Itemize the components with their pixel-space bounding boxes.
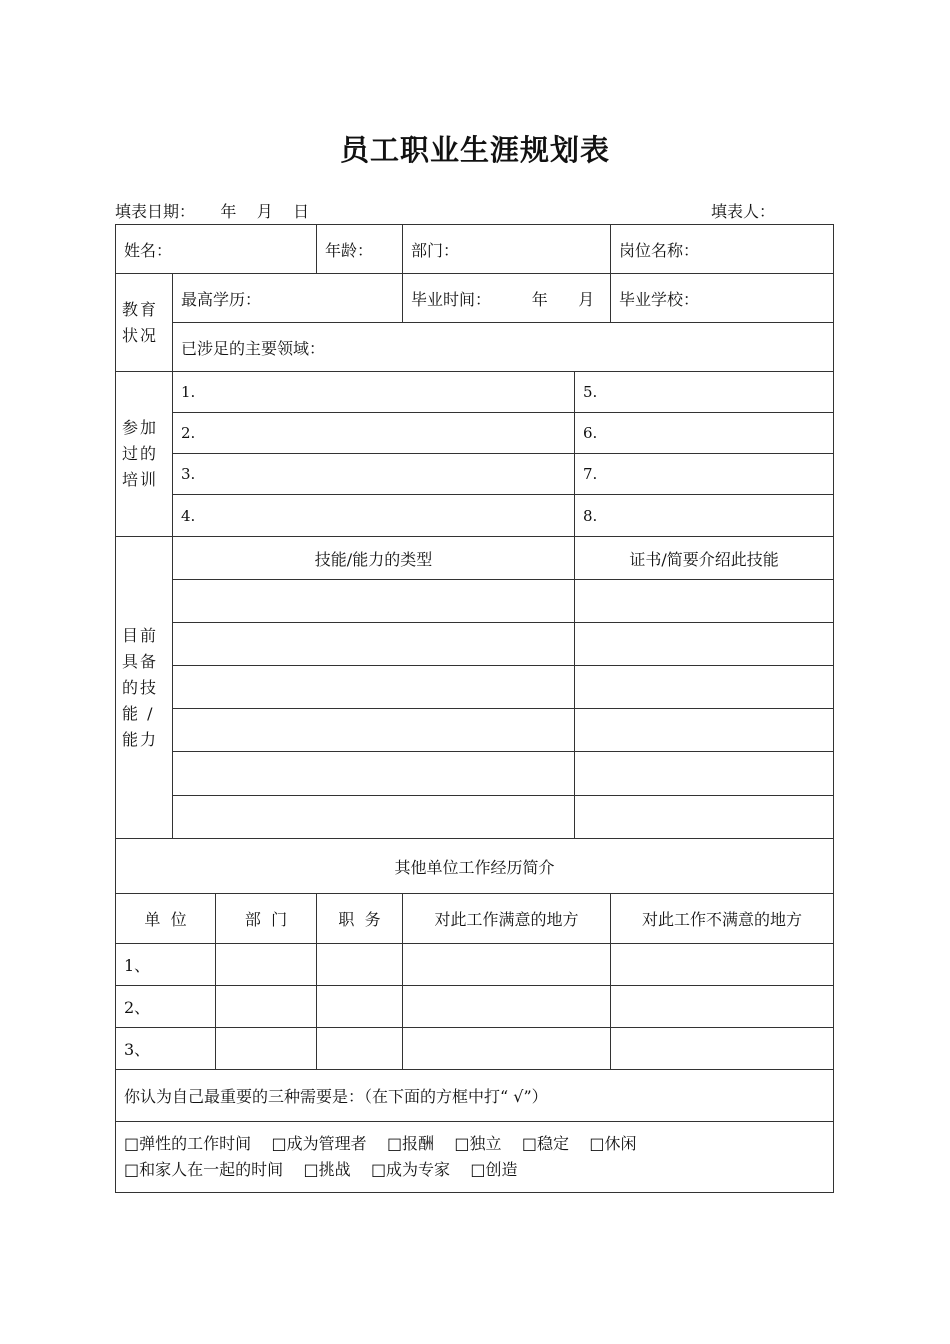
training-row <box>116 372 834 413</box>
duty-header: 职 务 <box>317 894 403 944</box>
training-item[interactable]: 2. <box>173 413 575 454</box>
needs-options <box>116 1122 834 1193</box>
training-item[interactable]: 4. <box>173 495 575 537</box>
experience-row <box>116 944 834 986</box>
experience-heading: 其他单位工作经历简介 <box>116 839 834 894</box>
training-item[interactable]: 5. <box>575 372 834 413</box>
skills-cert-header: 证书/简要介绍此技能 <box>575 537 834 580</box>
need-option-checkbox[interactable]: □创造 <box>470 1160 518 1179</box>
skill-type-cell[interactable] <box>173 666 575 709</box>
need-option-checkbox[interactable]: □弹性的工作时间 <box>124 1134 252 1153</box>
career-plan-table <box>115 224 834 1193</box>
training-item[interactable]: 8. <box>575 495 834 537</box>
position-field[interactable]: 岗位名称： <box>611 225 834 274</box>
form-meta <box>115 199 833 223</box>
fields-field[interactable]: 已涉足的主要领域： <box>173 323 834 372</box>
skills-row <box>116 709 834 752</box>
needs-question-row <box>116 1070 834 1122</box>
skill-type-cell[interactable] <box>173 580 575 623</box>
skill-cert-cell[interactable] <box>575 666 834 709</box>
needs-options-row <box>116 1122 834 1193</box>
experience-duty-cell[interactable] <box>317 944 403 986</box>
needs-question: 你认为自己最重要的三种需要是：（在下面的方框中打“ √”） <box>116 1070 834 1122</box>
form-title: 员工职业生涯规划表 <box>339 133 610 167</box>
skill-type-cell[interactable] <box>173 623 575 666</box>
education-row <box>116 274 834 323</box>
experience-dept-cell[interactable] <box>216 1028 317 1070</box>
satisfied-header: 对此工作满意的地方 <box>403 894 611 944</box>
dept-header: 部 门 <box>216 894 317 944</box>
age-field[interactable]: 年龄： <box>317 225 403 274</box>
experience-satisfied-cell[interactable] <box>403 944 611 986</box>
training-side-label: 参加过的培训 <box>116 372 173 537</box>
need-option-checkbox[interactable]: □休闲 <box>589 1134 637 1153</box>
school-field[interactable]: 毕业学校： <box>611 274 834 323</box>
skills-header-row <box>116 537 834 580</box>
skills-row <box>116 623 834 666</box>
fill-date-label: 填表日期： 年 月 日 <box>115 202 310 221</box>
experience-header-row <box>116 894 834 944</box>
unit-header: 单 位 <box>116 894 216 944</box>
skills-row <box>116 752 834 796</box>
experience-unit-cell[interactable]: 3、 <box>116 1028 216 1070</box>
skills-row <box>116 580 834 623</box>
skill-type-cell[interactable] <box>173 709 575 752</box>
filler-label: 填表人： <box>710 202 775 221</box>
training-row <box>116 495 834 537</box>
training-row <box>116 413 834 454</box>
skills-row <box>116 666 834 709</box>
training-row <box>116 454 834 495</box>
skill-type-cell[interactable] <box>173 796 575 839</box>
experience-dept-cell[interactable] <box>216 986 317 1028</box>
need-option-checkbox[interactable]: □独立 <box>454 1134 502 1153</box>
grad-time-field[interactable]: 毕业时间： 年 月 <box>403 274 611 323</box>
name-field[interactable]: 姓名： <box>116 225 317 274</box>
skills-row <box>116 796 834 839</box>
skills-side-label: 目前具备的技能 / 能力 <box>116 537 173 839</box>
need-option-checkbox[interactable]: □挑战 <box>303 1160 351 1179</box>
experience-row <box>116 986 834 1028</box>
need-option-checkbox[interactable]: □稳定 <box>521 1134 569 1153</box>
experience-duty-cell[interactable] <box>317 1028 403 1070</box>
need-option-checkbox[interactable]: □成为专家 <box>370 1160 451 1179</box>
training-item[interactable]: 6. <box>575 413 834 454</box>
experience-unit-cell[interactable]: 2、 <box>116 986 216 1028</box>
training-item[interactable]: 3. <box>173 454 575 495</box>
training-item[interactable]: 7. <box>575 454 834 495</box>
skill-cert-cell[interactable] <box>575 709 834 752</box>
experience-unsatisfied-cell[interactable] <box>611 986 834 1028</box>
skill-cert-cell[interactable] <box>575 752 834 796</box>
training-item[interactable]: 1. <box>173 372 575 413</box>
experience-dept-cell[interactable] <box>216 944 317 986</box>
skill-cert-cell[interactable] <box>575 623 834 666</box>
experience-row <box>116 1028 834 1070</box>
experience-duty-cell[interactable] <box>317 986 403 1028</box>
skill-cert-cell[interactable] <box>575 580 834 623</box>
unsatisfied-header: 对此工作不满意的地方 <box>611 894 834 944</box>
education-side-label: 教育状况 <box>116 274 173 372</box>
skill-type-cell[interactable] <box>173 752 575 796</box>
experience-unit-cell[interactable]: 1、 <box>116 944 216 986</box>
need-option-checkbox[interactable]: □成为管理者 <box>271 1134 367 1153</box>
degree-field[interactable]: 最高学历： <box>173 274 403 323</box>
need-option-checkbox[interactable]: □和家人在一起的时间 <box>124 1160 284 1179</box>
skill-cert-cell[interactable] <box>575 796 834 839</box>
need-option-checkbox[interactable]: □报酬 <box>386 1134 435 1153</box>
experience-unsatisfied-cell[interactable] <box>611 1028 834 1070</box>
experience-satisfied-cell[interactable] <box>403 1028 611 1070</box>
skills-type-header: 技能/能力的类型 <box>173 537 575 580</box>
basic-info-row <box>116 225 834 274</box>
experience-heading-row <box>116 839 834 894</box>
dept-field[interactable]: 部门： <box>403 225 611 274</box>
experience-unsatisfied-cell[interactable] <box>611 944 834 986</box>
experience-satisfied-cell[interactable] <box>403 986 611 1028</box>
education-fields-row <box>116 323 834 372</box>
